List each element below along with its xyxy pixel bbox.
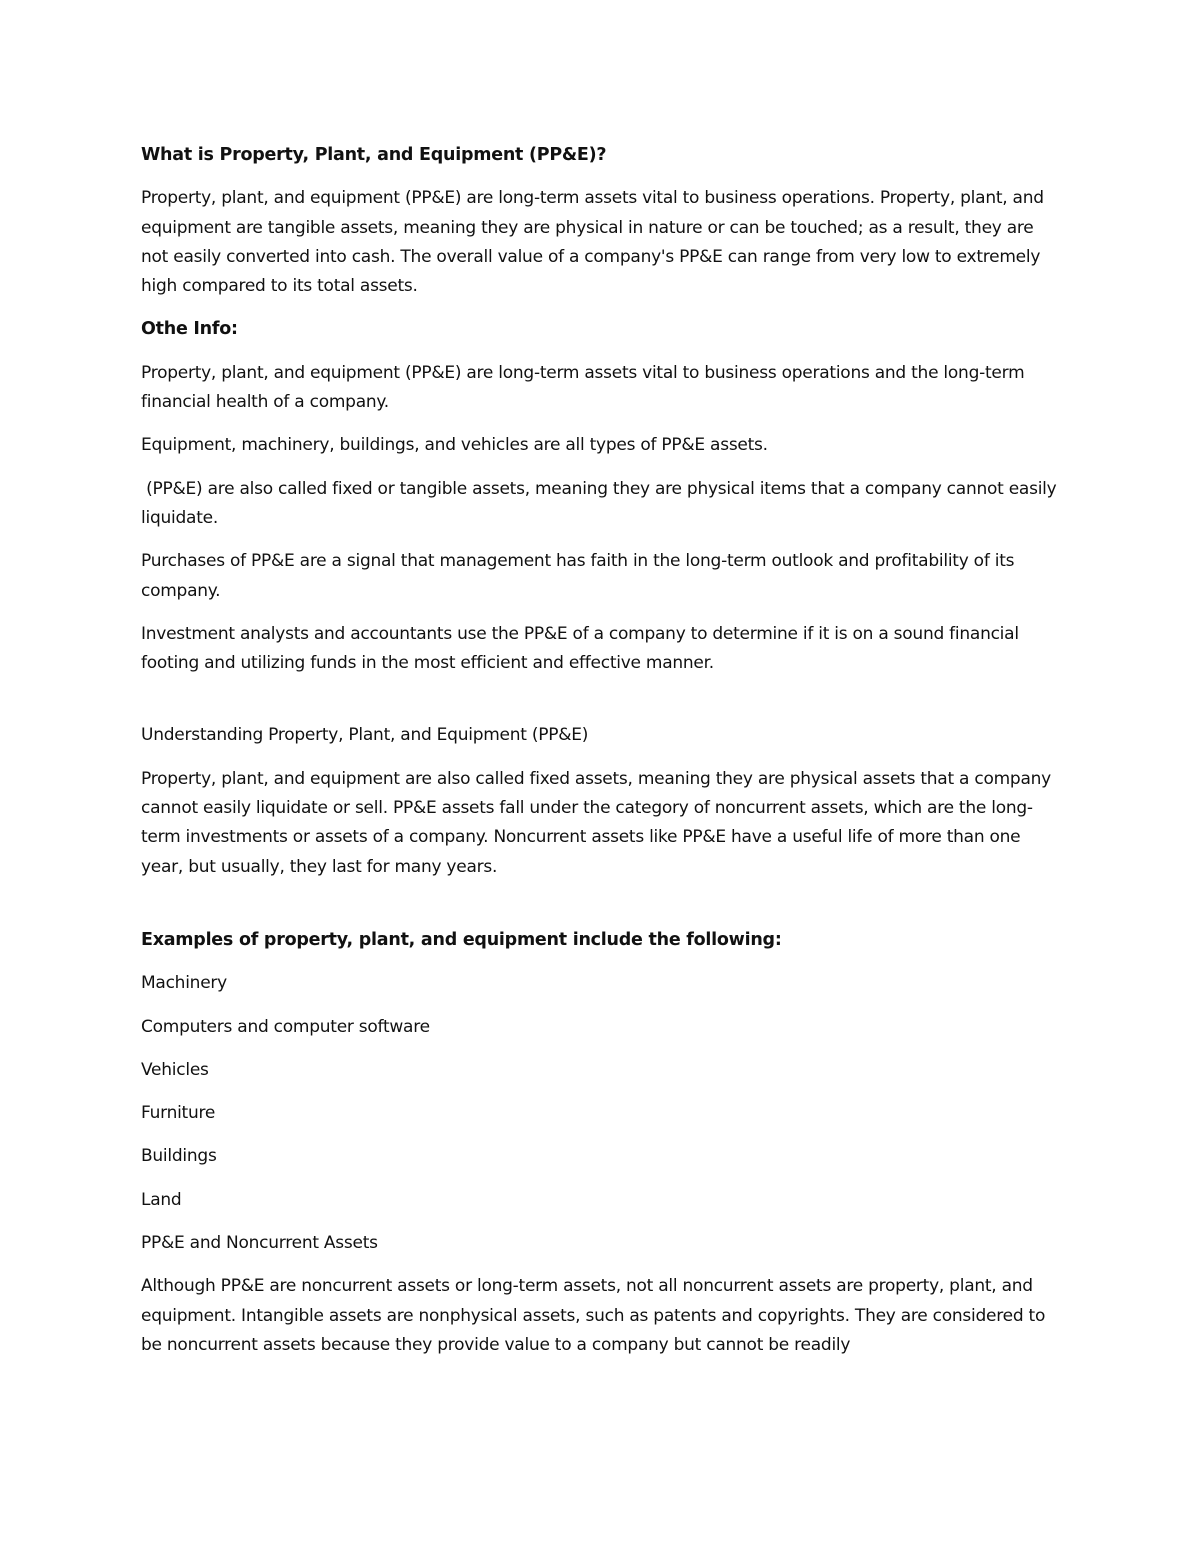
heading-what-is-ppe: What is Property, Plant, and Equipment (PP&E)?	[141, 145, 607, 165]
paragraph-types: Equipment, machinery, buildings, and vehicles are all types of PP&E assets.	[141, 435, 768, 456]
example-item: Machinery	[141, 973, 227, 994]
paragraph-analysts: Investment analysts and accountants use the PP&E of a company to determine if it is on a sound financial footing and utilizing funds in the most efficient and effective manner.	[141, 623, 1019, 674]
example-item: Computers and computer software	[141, 1016, 430, 1037]
paragraph-fixed-assets: (PP&E) are also called fixed or tangible assets, meaning they are physical items that a company cannot easily liquidate.	[141, 478, 1062, 528]
example-item: Land	[141, 1189, 182, 1210]
document-page	[141, 141, 1061, 1374]
example-item: Buildings	[141, 1146, 217, 1167]
paragraph-long-term-assets: Property, plant, and equipment (PP&E) are long-term assets vital to business operations and the long-term financial health of a company.	[141, 362, 1025, 413]
subheading-noncurrent: PP&E and Noncurrent Assets	[141, 1233, 378, 1254]
example-item: Furniture	[141, 1103, 216, 1124]
heading-other-info: Othe Info:	[141, 319, 238, 340]
paragraph-understanding: Property, plant, and equipment are also called fixed assets, meaning they are physical assets that a company cannot easily liquidate or sell. PP&E assets fall under the category of noncurrent assets, which are the long-term investments or assets of a company. Noncurrent assets like PP&E have a useful life of more than one year, but usually, they last for many years.	[141, 768, 1051, 877]
paragraph-purchases: Purchases of PP&E are a signal that management has faith in the long-term outlook and profitability of its company.	[141, 551, 1015, 601]
subheading-understanding: Understanding Property, Plant, and Equipment (PP&E)	[141, 725, 589, 746]
paragraph-noncurrent: Although PP&E are noncurrent assets or long-term assets, not all noncurrent assets are property, plant, and equipment. Intangible assets are nonphysical assets, such as patents and copyrights. They are considered to be noncurrent assets because they provide value to a company but cannot be readily	[141, 1276, 1046, 1355]
heading-examples: Examples of property, plant, and equipment include the following:	[141, 929, 782, 950]
paragraph-definition: Property, plant, and equipment (PP&E) are long-term assets vital to business operations. Property, plant, and equipment are tangible assets, meaning they are physical in nature or can be touched; as a result, they are not easily converted into cash. The overall value of a company's PP&E can range from very low to extremely high compared to its total assets.	[141, 188, 1044, 297]
example-item: Vehicles	[141, 1059, 209, 1080]
